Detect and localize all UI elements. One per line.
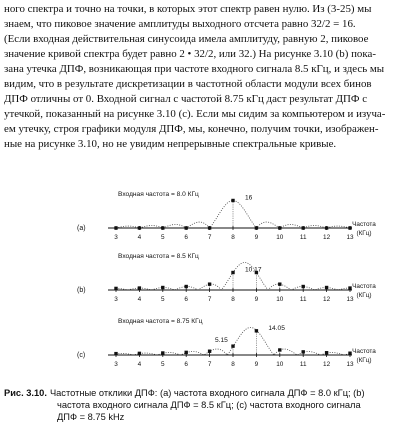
body-line: видим, что в результате дискретизации в частотной области модули всех бинов — [4, 78, 372, 91]
x-tick-label: 13 — [346, 296, 354, 303]
dft-sample-point — [325, 286, 328, 289]
x-tick-label: 3 — [114, 234, 118, 241]
x-tick-label: 11 — [299, 234, 307, 241]
dft-sample-point — [208, 282, 211, 285]
body-line: ные на рисунке 3.10, но не увидим непрерывные спектральные кривые. — [4, 138, 337, 151]
dft-sample-point — [114, 352, 117, 355]
caption-label: Рис. 3.10. — [4, 388, 47, 398]
x-tick-label: 7 — [207, 234, 212, 241]
x-tick-label: 12 — [323, 296, 331, 303]
x-tick-label: 4 — [137, 361, 142, 368]
peak-value-label: 10.17 — [245, 266, 262, 274]
dft-sample-point — [114, 287, 117, 290]
x-tick-label: 8 — [231, 296, 235, 303]
dft-sample-point — [231, 271, 234, 274]
x-tick-label: 5 — [161, 361, 165, 368]
dft-sample-point — [208, 226, 211, 229]
x-tick-label: 13 — [346, 234, 354, 241]
dft-sample-point — [138, 226, 141, 229]
x-tick-label: 11 — [299, 296, 307, 303]
body-line: знаем, что пиковое значение амплитуды выходного отсчета равно 32/2 = 16. — [4, 18, 356, 31]
dft-sample-point — [278, 226, 281, 229]
x-tick-label: 5 — [161, 234, 165, 241]
x-tick-label: 6 — [184, 234, 188, 241]
dft-sample-point — [255, 226, 258, 229]
x-tick-label: 6 — [184, 361, 188, 368]
x-axis-unit: (КГц) — [356, 292, 372, 299]
x-tick-label: 13 — [346, 361, 354, 368]
x-tick-label: 9 — [254, 234, 259, 241]
dft-sample-point — [231, 199, 234, 202]
dft-sample-point — [138, 286, 141, 289]
input-frequency-annotation: Входная частота = 8.0 КГц — [118, 191, 199, 198]
body-line: ного спектра и точно на точки, в которых этот спектр равен нулю. Из (3-25) мы — [4, 3, 372, 15]
dft-sample-point — [255, 329, 258, 332]
x-tick-label: 10 — [276, 296, 284, 303]
dft-sample-point — [302, 285, 305, 288]
x-tick-label: 6 — [184, 296, 188, 303]
dft-sample-point — [138, 352, 141, 355]
dft-sample-point — [208, 350, 211, 353]
panel-label: (b) — [77, 287, 86, 294]
x-axis-label: Частота — [352, 348, 376, 355]
panel-label: (a) — [77, 225, 86, 232]
dft-sample-point — [161, 351, 164, 354]
body-line: ДПФ отличны от 0. Входной сигнал с частотой 8.75 кГц даст результат ДПФ с — [4, 93, 368, 106]
panel-c — [77, 318, 376, 368]
panel-b — [77, 253, 376, 303]
dft-sample-point — [161, 286, 164, 289]
x-tick-label: 10 — [276, 234, 284, 241]
peak-value-label: 14.05 — [268, 324, 285, 332]
x-axis-label: Частота — [352, 283, 376, 290]
x-tick-label: 11 — [299, 361, 307, 368]
x-tick-label: 9 — [254, 296, 259, 303]
x-tick-label: 3 — [114, 361, 118, 368]
caption-line-3: ДПФ = 8.75 kHz — [57, 412, 125, 422]
body-line: значение кривой спектра будет равно 2 • 32/2, или 32.) На рисунке 3.10 (b) пока- — [4, 48, 376, 61]
input-frequency-annotation: Входная частота = 8.5 КГц — [118, 253, 199, 260]
peak-value-label: 16 — [245, 194, 253, 202]
panel-label: (c) — [77, 352, 86, 359]
x-axis-unit: (КГц) — [356, 230, 372, 237]
x-tick-label: 5 — [161, 296, 165, 303]
body-line: (Если входная действительная синусоида имела амплитуду, равную 2, пиковое — [4, 33, 369, 46]
caption-line-1: Частотные отклики ДПФ: (а) частота входного сигнала ДПФ = 8.0 кГц; (b) — [49, 388, 365, 398]
x-tick-label: 8 — [231, 234, 235, 241]
panel-a — [77, 191, 376, 241]
dft-sample-point — [114, 226, 117, 229]
x-axis-unit: (КГц) — [356, 357, 372, 364]
dft-sample-point — [278, 348, 281, 351]
dft-sample-point — [185, 351, 188, 354]
x-tick-label: 7 — [207, 296, 212, 303]
secondary-value-label: 5.15 — [215, 337, 228, 345]
body-line: зана утечка ДПФ, возникающая при частоте входного сигнала 8.5 кГц, и здесь мы — [4, 63, 385, 76]
dft-sample-point — [185, 226, 188, 229]
x-tick-label: 7 — [207, 361, 212, 368]
input-frequency-annotation: Входная частота = 8.75 КГц — [118, 318, 203, 325]
figure-caption — [4, 387, 413, 423]
dft-sample-point — [302, 350, 305, 353]
x-tick-label: 4 — [137, 234, 142, 241]
x-axis-label: Частота — [352, 221, 376, 228]
x-tick-label: 3 — [114, 296, 118, 303]
x-tick-label: 8 — [231, 361, 235, 368]
dft-sample-point — [325, 226, 328, 229]
dft-sample-point — [278, 282, 281, 285]
x-tick-label: 10 — [276, 361, 284, 368]
x-tick-label: 9 — [254, 361, 259, 368]
x-tick-label: 12 — [323, 361, 331, 368]
caption-line-2: частота входного сигнала ДПФ = 8.5 кГц; (с) частота входного сигнала — [57, 400, 361, 410]
x-tick-label: 12 — [323, 234, 331, 241]
body-line: ем утечку, строя графики модуля ДПФ, мы, конечно, получим точки, изображен- — [4, 123, 379, 136]
body-line: утечкой, показанный на рисунке 3.10 (c). Если мы сидим за компьютером и изуча- — [4, 108, 386, 121]
x-tick-label: 4 — [137, 296, 142, 303]
dft-sample-point — [185, 285, 188, 288]
dft-sample-point — [302, 226, 305, 229]
dft-sample-point — [231, 344, 234, 347]
dft-sample-point — [161, 226, 164, 229]
dft-sample-point — [325, 351, 328, 354]
